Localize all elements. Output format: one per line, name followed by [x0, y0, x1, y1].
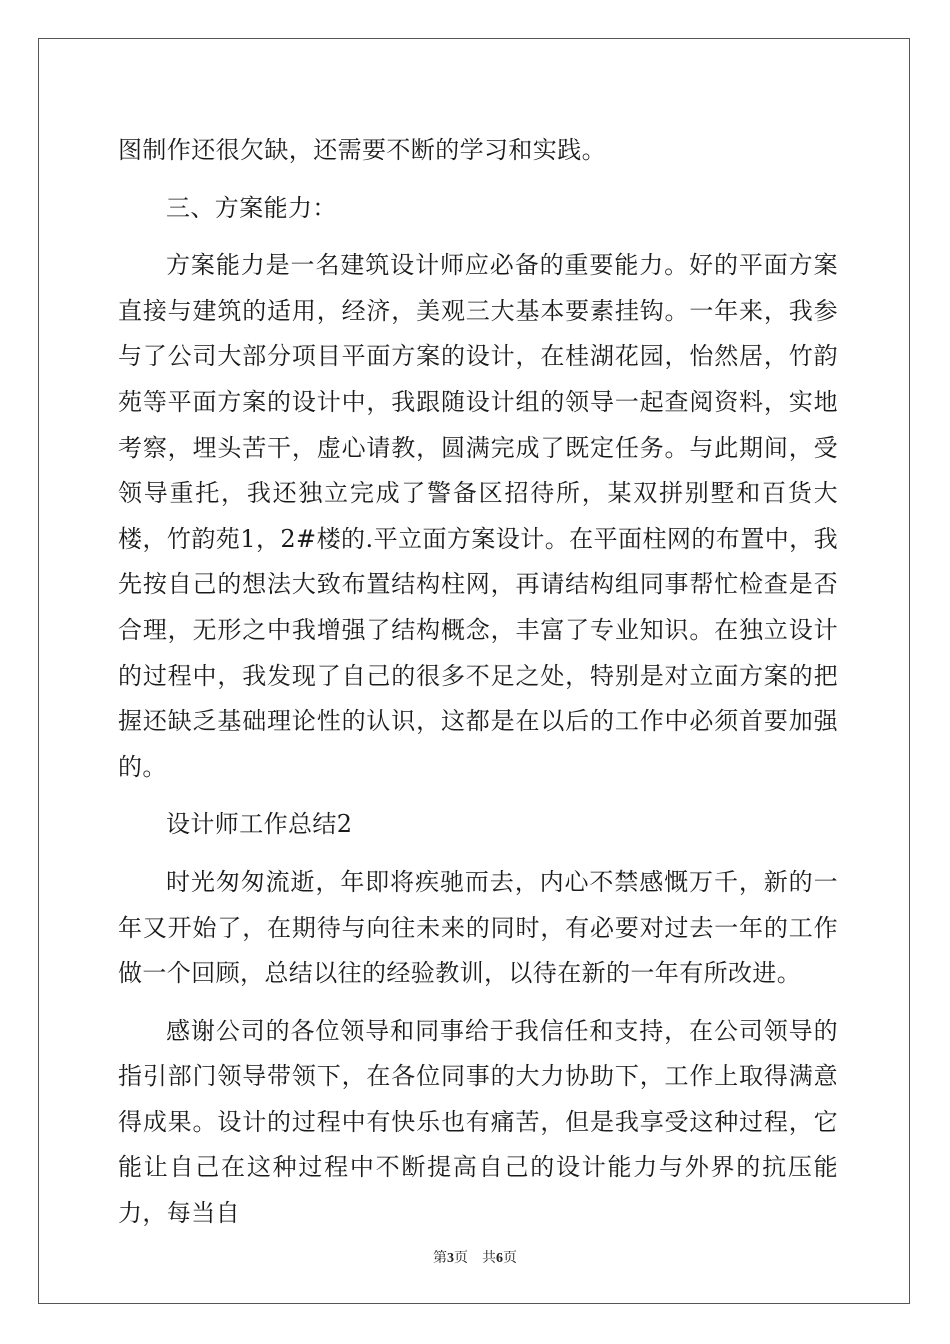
total-suffix: 页 [503, 1251, 517, 1266]
page-number: 3 [447, 1251, 454, 1266]
total-prefix: 共 [482, 1251, 496, 1266]
section-heading: 三、方案能力： [166, 193, 337, 222]
paragraph-3: 方案能力是一名建筑设计师应必备的重要能力。好的平面方案直接与建筑的适用，经济，美观三大基本要素挂钩。一年来，我参与了公司大部分项目平面方案的设计，在桂湖花园，怡然居，竹韵苑等平面方案的设计中，我跟随设计组的领导一起查阅资料，实地考察，埋头苦干，虚心请教，圆满完成了既定任务。与此期间，受领导重托，我还独立完成了警备区招待所，某双拼别墅和百货大楼，竹韵苑1，2#楼的.平立面方案设计。在平面柱网的布置中，我先按自己的想法大致布置结构柱网，再请结构组同事帮忙检查是否合理，无形之中我增强了结构概念，丰富了专业知识。在独立设计的过程中，我发现了自己的很多不足之处，特别是对立面方案的把握还缺乏基础理论性的认识，这都是在以后的工作中必须首要加强的。 [118, 251, 838, 781]
page-prefix: 第 [433, 1251, 447, 1266]
paragraph-1: 图制作还很欠缺，还需要不断的学习和实践。 [118, 136, 606, 164]
paragraph-5: 时光匆匆流逝，年即将疾驰而去，内心不禁感慨万千，新的一年又开始了，在期待与向往未来的同时，有必要对过去一年的工作做一个回顾，总结以往的经验教训，以待在新的一年有所改进。 [118, 867, 838, 988]
page-suffix: 页 [454, 1251, 468, 1266]
paragraph-6: 感谢公司的各位领导和同事给于我信任和支持，在公司领导的指引部门领导带领下，在各位同事的大力协助下，工作上取得满意得成果。设计的过程中有快乐也有痛苦，但是我享受这种过程，它能让自己在这种过程中不断提高自己的设计能力与外界的抗压能力，每当自 [118, 1016, 838, 1228]
total-pages: 6 [496, 1251, 503, 1266]
page-footer [0, 1247, 950, 1267]
article-title: 设计师工作总结2 [166, 810, 353, 839]
document-body [118, 128, 838, 1249]
